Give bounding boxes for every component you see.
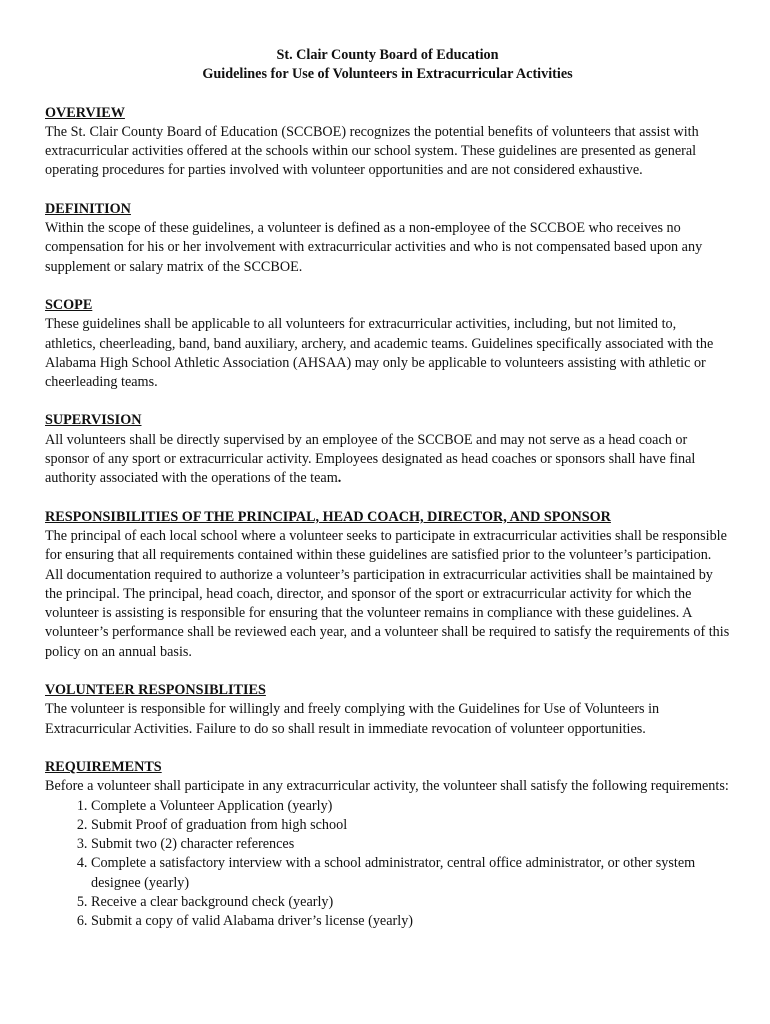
section-paragraph: Before a volunteer shall participate in any extracurricular activity, the volunteer shall satisfy the following requirements: (45, 778, 729, 795)
requirements-list (45, 797, 730, 932)
section-responsibilities (45, 508, 730, 662)
document-title: St. Clair County Board of Education (276, 47, 499, 63)
list-item: 1. Complete a Volunteer Application (yearly) (91, 797, 730, 816)
list-item: 2. Submit Proof of graduation from high school (91, 816, 730, 835)
section-scope (45, 296, 730, 392)
title-block (45, 46, 730, 85)
section-paragraph: The St. Clair County Board of Education (SCCBOE) recognizes the potential benefits of volunteers that assist with extracurricular activities offered at the schools within our school system. These guidelines are presented as general operating procedures for parties involved with volunteer opportunities and are not considered exhaustive. (45, 123, 699, 179)
section-heading: VOLUNTEER RESPONSIBLITIES (45, 682, 266, 699)
section-paragraph: These guidelines shall be applicable to all volunteers for extracurricular activities, including, but not limited to, athletics, cheerleading, band, band auxiliary, archery, and academic teams. Guidelines specifically associated with the Alabama High School Athletic Association (AHSAA) may only be applicable to volunteers assisting with athletic or cheerleading teams. (45, 316, 714, 391)
list-item: 5. Receive a clear background check (yearly) (91, 893, 730, 912)
section-paragraph: The volunteer is responsible for willingly and freely complying with the Guidelines for Use of Volunteers in Extracurricular Activities. Failure to do so shall result in immediate revocation of volunteer opportunities. (45, 701, 660, 737)
list-item: 6. Submit a copy of valid Alabama driver’s license (yearly) (91, 912, 730, 931)
list-item: 4. Complete a satisfactory interview with a school administrator, central office administrator, or other system designee (yearly) (91, 854, 730, 893)
section-volunteer-responsibilities (45, 681, 730, 739)
section-heading: OVERVIEW (45, 104, 125, 121)
section-heading: RESPONSIBILITIES OF THE PRINCIPAL, HEAD COACH, DIRECTOR, AND SPONSOR (45, 508, 611, 525)
section-heading: REQUIREMENTS (45, 758, 162, 775)
document-subtitle: Guidelines for Use of Volunteers in Extracurricular Activities (202, 66, 573, 83)
section-overview (45, 104, 730, 181)
section-heading: SUPERVISION (45, 412, 142, 429)
list-item: 3. Submit two (2) character references (91, 835, 730, 854)
section-paragraph: The principal of each local school where a volunteer seeks to participate in extracurricular activities shall be responsible for ensuring that all requirements contained within these guidelines are satisfied prior to the volunteer’s participation. All documentation required to authorize a volunteer’s participation in extracurricular activities shall be maintained by the principal. The principal, head coach, director, and sponsor of the sport or extracurricular activity for which the volunteer is assisting is responsible for ensuring that the volunteer remains in compliance with these guidelines. A volunteer’s performance shall be reviewed each year, and a volunteer shall be required to satisfy the requirements of this policy on an annual basis. (45, 527, 730, 660)
section-paragraph: Within the scope of these guidelines, a volunteer is defined as a non-employee of the SCCBOE who receives no compensation for his or her involvement with extracurricular activities and who is not compensated based upon any supplement or salary matrix of the SCCBOE. (45, 220, 703, 275)
paragraph-end-mark: . (337, 470, 342, 487)
section-requirements (45, 758, 730, 932)
section-heading: DEFINITION (45, 200, 131, 217)
section-heading: SCOPE (45, 296, 93, 313)
section-supervision (45, 411, 730, 488)
paragraph-text: All volunteers shall be directly supervised by an employee of the SCCBOE and may not serve as a head coach or sponsor of any sport or extracurricular activity. Employees designated as head coaches or sponsors shall have final authority associated with the operations of the team (45, 431, 696, 487)
section-paragraph (45, 431, 730, 489)
section-definition (45, 200, 730, 277)
